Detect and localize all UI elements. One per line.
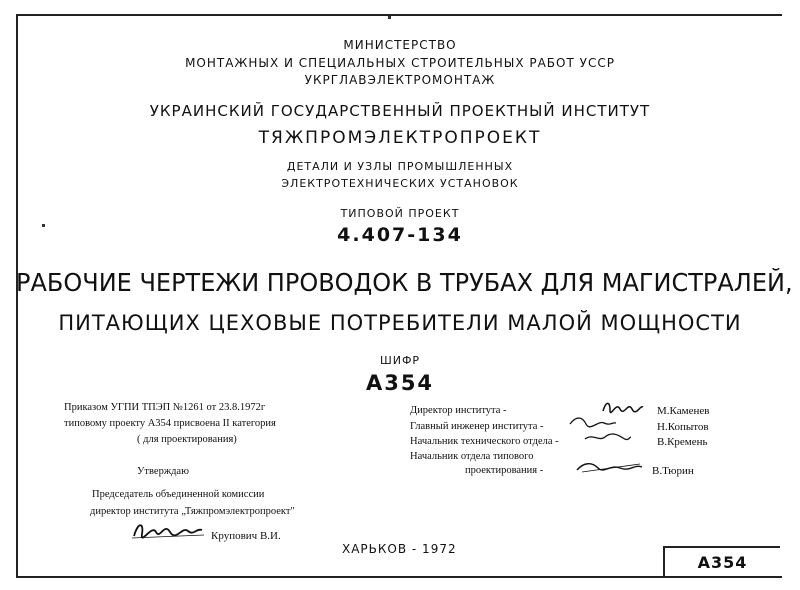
approval-label: Утверждаю [137,466,189,477]
subject-line-1: ДЕТАЛИ И УЗЛЫ ПРОМЫШЛЕННЫХ [286,160,514,173]
scan-mark [42,224,45,227]
staff-role-typical-design: проектирования - [465,465,544,476]
institute-heading: УКРАИНСКИЙ ГОСУДАРСТВЕННЫЙ ПРОЕКТНЫЙ ИНСТИТУТ [149,102,651,120]
ministry-label: МИНИСТЕРСТВО [343,38,457,52]
ministry-full-name: МОНТАЖНЫХ И СПЕЦИАЛЬНЫХ СТРОИТЕЛЬНЫХ РАБОТ УССР [185,56,615,70]
staff-role-typical-dept: Начальник отдела типового [410,451,534,462]
staff-role-director: Директор института - [410,405,507,416]
scan-mark [388,16,391,19]
stamp-code: А354 [663,546,780,576]
staff-name-tech-head: В.Кремень [657,436,708,448]
chair-title-line-2: директор института „Тяжпромэлектропроект" [90,506,295,517]
project-title-line-1: РАБОЧИЕ ЧЕРТЕЖИ ПРОВОДОК В ТРУБАХ ДЛЯ МАГИСТРАЛЕЙ, [16,268,793,297]
typical-design-signature [574,458,644,476]
staff-name-typical-design: В.Тюрин [652,465,694,477]
staff-role-tech-head: Начальник технического отдела - [410,436,559,447]
order-line-2: типовому проекту А354 присвоена II категория [64,418,276,429]
cipher-code: А354 [365,371,435,395]
project-type-label: ТИПОВОЙ ПРОЕКТ [340,207,460,220]
director-signature [600,397,645,415]
cipher-label: ШИФР [379,354,421,367]
project-title-line-2: ПИТАЮЩИХ ЦЕХОВЫЕ ПОТРЕБИТЕЛИ МАЛОЙ МОЩНОСТИ [58,311,742,335]
subject-line-2: ЭЛЕКТРОТЕХНИЧЕСКИХ УСТАНОВОК [281,177,519,190]
order-line-1: Приказом УГПИ ТПЭП №1261 от 23.8.1972г [64,402,266,413]
staff-name-chief-engineer: Н.Копытов [657,421,709,433]
chair-signature [130,518,205,542]
chief-engineer-signature [568,414,618,430]
tech-head-signature [583,430,633,446]
chair-title-line-1: Председатель объединенной комиссии [92,489,265,500]
order-line-3: ( для проектирования) [137,434,237,445]
staff-role-chief-engineer: Главный инженер института - [410,421,544,432]
project-number: 4.407-134 [337,224,463,246]
institute-name: ТЯЖПРОМЭЛЕКТРОПРОЕКТ [258,128,542,148]
chair-name: Крупович В.И. [211,530,281,542]
staff-name-director: М.Каменев [657,405,710,417]
city-year: ХАРЬКОВ - 1972 [342,542,457,556]
department-name: УКРГЛАВЭЛЕКТРОМОНТАЖ [304,73,496,87]
